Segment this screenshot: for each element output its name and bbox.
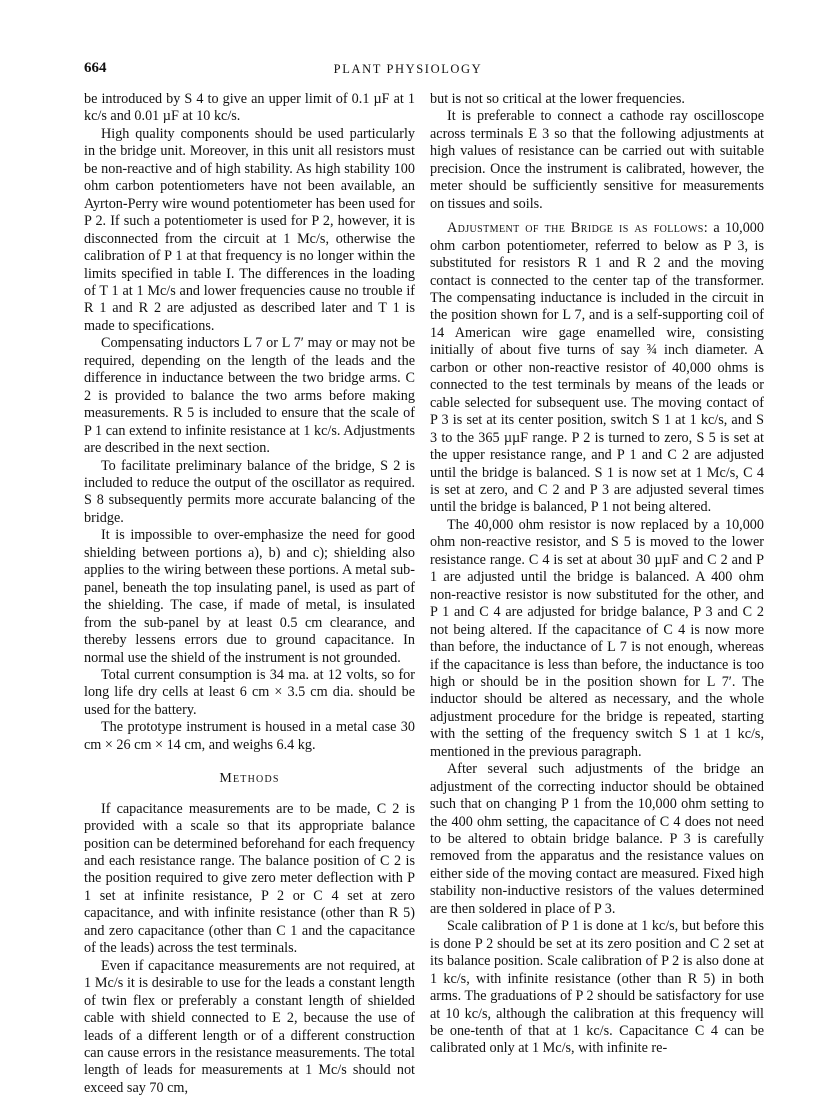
paragraph: The 40,000 ohm resistor is now replaced by a 10,000 ohm non-reactive resistor, and S 5 is moved to the lower resistance range. C 4 is set at about 30 µµF and C 2 and P 1 are adjusted until the bridge is balanced. A 400 ohm non-reactive resistor is now substituted for the other, and P 1 and C 4 are adjusted for bridge balance, P 3 and C 2 not being altered. If the capacitance of C 4 is now more than before, the inductance of L 7 is not enough, whereas if the capacitance is less than before, the inductance is too high or should be in the position shown for L 7′. The inductor should be altered as necessary, and the whole adjustment procedure for the bridge is repeated, starting with the setting of the frequency switch S 1 at 1 kc/s, mentioned in the previous paragraph. [430, 516, 764, 760]
page-number: 664 [84, 60, 107, 76]
paragraph-text: a 10,000 ohm carbon potentiometer, referred to below as P 3, is substituted for resistors R 1 and R 2 and the moving contact is connected to the center tap of the transformer. The compensating inductance is included in the circuit in the position shown for L 7, and is a self-supporting coil of 14 American wire gage enamelled wire, consisting initially of about five turns of say ¾ inch diameter. A carbon or other non-reactive resistor of 40,000 ohms is connected to the test terminals by means of the leads or cable selected for subsequent use. The moving contact of P 3 is set at its center position, switch S 1 at 1 kc/s, and S 3 to the 365 µµF range. P 2 is turned to zero, S 5 is set at the upper resistance range, and P 1 and C 2 are adjusted until the bridge is balanced. S 1 is now set at 1 Mc/s, C 4 is set at zero, and C 2 and P 3 are adjusted several times until the bridge is balanced, P 1 not being altered. [430, 220, 764, 516]
paragraph: Total current consumption is 34 ma. at 12 volts, so for long life dry cells at least 6 cm × 3.5 cm dia. should be used for the battery. [84, 666, 415, 718]
right-column [430, 91, 764, 1058]
paragraph: Even if capacitance measurements are not required, at 1 Mc/s it is desirable to use for the leads a constant length of twin flex or preferably a constant length of shielded cable with shield connected to E 2, because the use of leads of a different length or of a different construction can cause errors in the resistance measurements. The total length of leads for measurements at 1 Mc/s should not exceed say 70 cm, [84, 957, 415, 1096]
paragraph [430, 220, 764, 517]
paragraph: It is impossible to over-emphasize the need for good shielding between portions a), b) and c); shielding also applies to the wiring between these portions. A metal sub-panel, beneath the top insulating panel, is used as part of the shielding. The case, if made of metal, is insulated from the sub-panel by at least 0.5 cm clearance, and thereby lessens errors due to ground capacitance. In normal use the shield of the instrument is not grounded. [84, 527, 415, 666]
run-in-heading: Adjustment of the Bridge is as follows: [447, 220, 709, 237]
paragraph: After several such adjustments of the bridge an adjustment of the correcting inductor should be obtained such that on changing P 1 from the 10,000 ohm setting to the 400 ohm setting, the capacitance of C 4 does not need to be altered to obtain bridge balance. P 3 is carefully removed from the apparatus and the resistance values on either side of the moving contact are measured. Fixed high stability non-inductive resistors of the values determined are then soldered in place of P 3. [430, 761, 764, 917]
paragraph: It is preferable to connect a cathode ray oscilloscope across terminals E 3 so that the following adjustments at high values of resistance can be carried out with suitable precision. Once the instrument is calibrated, however, the meter should be sufficiently sensitive for measurements on tissues and soils. [430, 108, 764, 212]
paragraph: High quality components should be used particularly in the bridge unit. Moreover, in this unit all resistors must be non-reactive and of high stability. As high stability 100 ohm carbon potentiometers have not been available, an Ayrton-Perry wire wound potentiometer has been used for P 2. If such a potentiometer is used for P 2, however, it is disconnected from the circuit at 1 Mc/s, otherwise the calibration of P 1 at that frequency is no longer within the limits specified in table I. The differences in the loading of T 1 at 1 Mc/s and lower frequencies cause no trouble if R 1 and R 2 are adjusted as described later and T 1 is made to specifications. [84, 125, 415, 334]
left-column [84, 91, 415, 1097]
paragraph: be introduced by S 4 to give an upper limit of 0.1 µF at 1 kc/s and 0.01 µF at 10 kc/s. [84, 91, 415, 125]
section-heading-methods: Methods [219, 771, 280, 787]
paragraph: The prototype instrument is housed in a metal case 30 cm × 26 cm × 14 cm, and weighs 6.4 kg. [84, 719, 415, 753]
paragraph: Scale calibration of P 1 is done at 1 kc/s, but before this is done P 2 should be set at its zero position and C 2 set at its balance position. Scale calibration of P 2 is also done at 1 kc/s, with infinite resistance (other than R 5) in both arms. The graduations of P 2 should be satisfactory for use at 10 kc/s, although the calibration at this frequency will be one-tenth of that at 1 kc/s. Capacitance C 4 can be calibrated only at 1 Mc/s, with infinite re- [430, 918, 764, 1057]
paragraph: To facilitate preliminary balance of the bridge, S 2 is included to reduce the output of the oscillator as required. S 8 subsequently permits more accurate balancing of the bridge. [84, 457, 415, 526]
paragraph: Compensating inductors L 7 or L 7′ may or may not be required, depending on the length of the leads and the difference in inductance between the two bridge arms. C 2 is provided to balance the two arms before making measurements. R 5 is included to ensure that the scale of P 1 can extend to infinite resistance at 1 kc/s. Adjustments are described in the next section. [84, 335, 415, 457]
paragraph: If capacitance measurements are to be made, C 2 is provided with a scale so that its appropriate balance position can be determined beforehand for each frequency and each resistance range. The balance position of C 2 is the position required to give zero meter deflection with P 1 set at infinite resistance, P 2 or C 4 set at zero capacitance, and with infinite resistance (other than R 5) and zero capacitance (other than C 1 and the capacitance of the leads) across the test terminals. [84, 800, 415, 957]
journal-title: PLANT PHYSIOLOGY [333, 62, 483, 76]
page-header [84, 60, 732, 82]
paragraph: but is not so critical at the lower frequencies. [430, 91, 685, 107]
